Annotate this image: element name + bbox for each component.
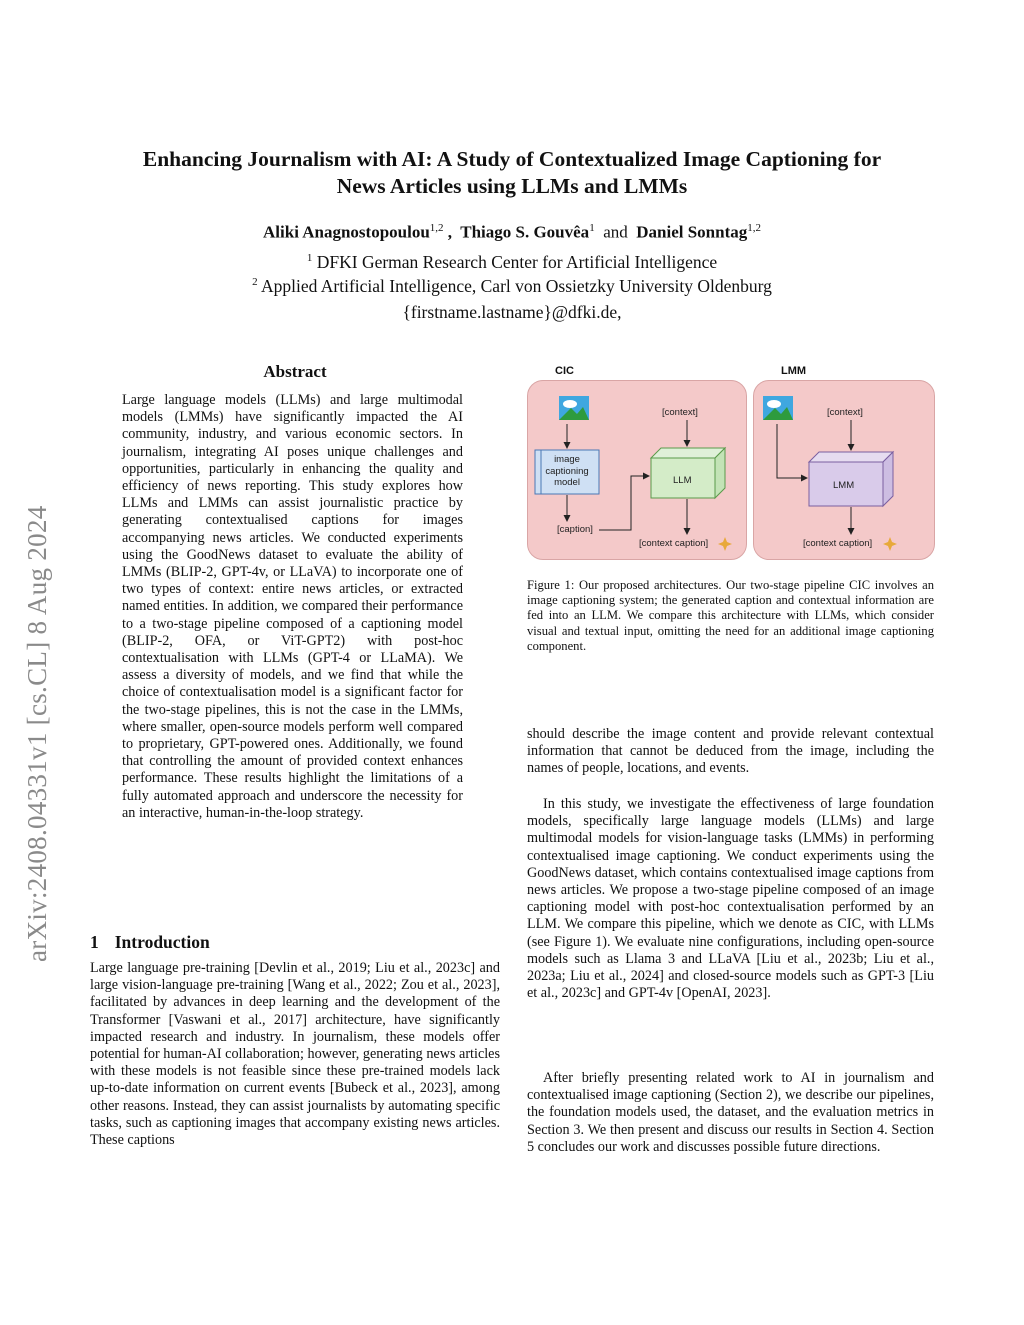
affiliation-1-sup: 1 bbox=[306, 252, 313, 265]
intro-paragraph: Large language pre-training [Devlin et al., 2019; Liu et al., 2023c] and large vision-language pre-training [Wang et al., 2022; Zou et al., 2023], facilitated by advances in deep learning and the development of the Transformer [Vaswani et al., 2017] architecture, have significantly impacted research and industry. In journalism, these models offer potential for human-AI collaboration; however, generating news articles with these models is not feasible since these pre-trained models lack up-to-date information on current events [Bubeck et al., 2023], among other reasons. Instead, they can assist journalists by automating specific tasks, such as captioning images that accompany existing news articles. These captions bbox=[90, 960, 500, 1149]
affiliation-1-text: DFKI German Research Center for Artificial Intelligence bbox=[316, 252, 718, 272]
affiliation-1 bbox=[80, 252, 944, 273]
lmm-box-label: LMM bbox=[833, 480, 855, 491]
author-3: Daniel Sonntag bbox=[636, 222, 748, 242]
section-number: 1 bbox=[90, 932, 99, 952]
llm-label: LLM bbox=[673, 475, 692, 486]
lmm-context-caption-label: [context caption] bbox=[803, 538, 873, 549]
arxiv-stamp bbox=[16, 370, 56, 970]
affiliation-2 bbox=[80, 276, 944, 297]
section-heading-introduction bbox=[90, 932, 210, 953]
title-line-2: News Articles using LLMs and LMMs bbox=[336, 174, 688, 198]
right-paragraph-3: After briefly presenting related work to AI in journalism and contextualised image captioning (Section 2), we describe our pipelines, the foundation models used, the dataset, and the evaluation metrics in Section 3. We then present and discuss our results in Section 4. Section 5 concludes our work and discusses possible future directions. bbox=[527, 1070, 934, 1155]
caption-label: [caption] bbox=[557, 524, 593, 535]
author-2-sup: 1 bbox=[589, 222, 595, 234]
sparkle-icon bbox=[883, 537, 897, 551]
author-email: {firstname.lastname}@dfki.de, bbox=[402, 302, 622, 322]
lmm-cube bbox=[809, 452, 893, 506]
author-1: Aliki Anagnostopoulou bbox=[263, 222, 430, 242]
llm-cube bbox=[651, 448, 725, 498]
sparkle-icon bbox=[718, 537, 732, 551]
arxiv-id: arXiv:2408.04331v1 [cs.CL] 8 Aug 2024 bbox=[22, 505, 52, 962]
figure-1 bbox=[527, 364, 935, 560]
abstract-text: Large language models (LLMs) and large multimodal models (LMMs) have significantly impacted the AI community, industry, and various economic sectors. In journalism, integrating AI poses unique challenges and opportunities, particularly in enhancing the quality and efficiency of news reporting. This study explores how LLMs and LMMs can assist journalistic practice by generating contextualised captions for images accompanying news articles. We conducted experiments using the GoodNews dataset to evaluate the ability of LMMs (BLIP-2, GPT-4v, or LLaVA) to incorporate one of two types of context: entire news articles, or extracted named entities. In addition, we compared their performance to a two-stage pipeline composed of a captioning model (BLIP-2, OFA, or ViT-GPT2) with post-hoc contextualisation with LLMs (GPT-4 or LLaMA). We assess a diversity of models, and we find that while the choice of contextualisation model is a significant factor for the two-stage pipelines, this is not the case in the LMMs, where smaller, open-source models perform well compared to proprietary, GPT-powered ones. Additionally, we found that controlling the amount of provided context enhances performance. These results highlight the limitations of a fully automated approach and underscore the necessity for an interactive, human-in-the-loop strategy. bbox=[122, 392, 463, 821]
author-list: Aliki Anagnostopoulou$^{1,2}$ , Thiago S. Gouvêa$^1$ and Daniel Sonntag$^{1,2}$ bbox=[263, 222, 761, 242]
captioning-model-label: image captioning model bbox=[545, 454, 589, 488]
cic-context-label: [context] bbox=[662, 407, 698, 418]
author-1-sup: 1,2 bbox=[429, 222, 444, 234]
affiliation-2-sup: 2 bbox=[252, 276, 258, 289]
right-paragraph-2: In this study, we investigate the effectiveness of large foundation models, specifically large language models (LLMs) and large multimodal models for vision-language tasks (LMMs) in performing contextualised image captioning. We conduct experiments using the GoodNews dataset, which contains contextualised image captions from news articles. We propose a two-stage pipeline composed of an image captioning model with post-hoc contextualisation performed by an LLM. We compare this pipeline, which we denote as CIC, with LLMs (see Figure 1). We evaluate nine configurations, including open-source models such as Llama 3 and LLaVA [Liu et al., 2023b; Liu et al., 2023a; Liu et al., 2024] and closed-source models such as GPT-3 [Liu et al., 2023c] and GPT-4v [OpenAI, 2023]. bbox=[527, 796, 934, 1002]
lmm-context-label: [context] bbox=[827, 407, 863, 418]
section-title: Introduction bbox=[114, 932, 210, 952]
image-icon bbox=[559, 396, 589, 420]
title-line-1: Enhancing Journalism with AI: A Study of Contextualized Image Captioning for bbox=[142, 147, 882, 171]
lmm-label: LMM bbox=[781, 365, 807, 377]
figure-1-caption: Figure 1: Our proposed architectures. Our two-stage pipeline CIC involves an image captioning system; the generated caption and contextual information are fed into an LLM. We compare this architecture with LLMs, which consider visual and textual input, omitting the need for an additional image captioning component. bbox=[527, 578, 934, 653]
right-paragraph-1: should describe the image content and provide relevant contextual information that cannot be deduced from the image, including the names of people, locations, and events. bbox=[527, 726, 934, 777]
cic-context-caption-label: [context caption] bbox=[639, 538, 709, 549]
abstract-heading: Abstract bbox=[263, 362, 327, 381]
image-icon bbox=[763, 396, 793, 420]
cic-label: CIC bbox=[555, 365, 574, 377]
affiliation-2-text: Applied Artificial Intelligence, Carl von Ossietzky University Oldenburg bbox=[260, 276, 772, 296]
paper-title bbox=[80, 146, 944, 200]
author-3-sup: 1,2 bbox=[747, 222, 761, 234]
author-2: Thiago S. Gouvêa bbox=[460, 222, 590, 242]
author-and: and bbox=[603, 222, 628, 242]
